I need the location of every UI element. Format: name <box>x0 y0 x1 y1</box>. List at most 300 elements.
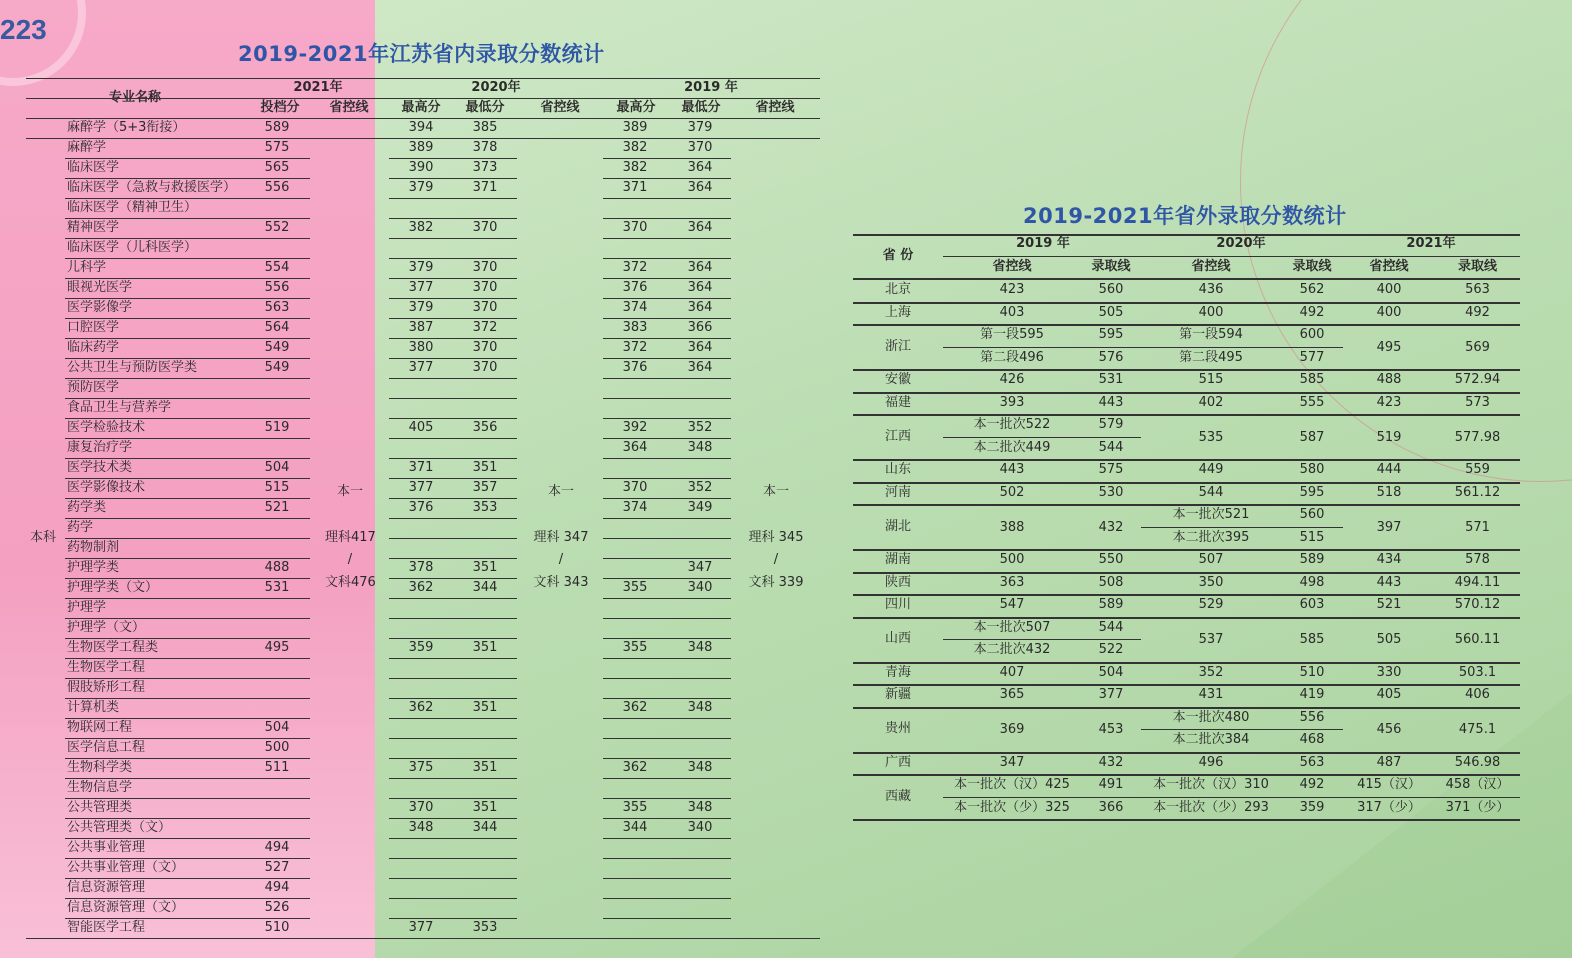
min-2019: 348 <box>687 440 713 455</box>
score-value: 522 <box>1098 642 1124 657</box>
min-2020 <box>464 858 506 878</box>
min-2019 <box>679 918 721 938</box>
max-2019: 374 <box>622 500 648 515</box>
subheader-2020: 省控线 <box>540 100 580 115</box>
score-2021: 526 <box>264 900 290 915</box>
min-2020 <box>464 238 506 258</box>
score-value: 537 <box>1198 632 1224 647</box>
score-value: 436 <box>1198 282 1224 297</box>
max-2019: 392 <box>622 420 648 435</box>
min-2020: 351 <box>472 760 498 775</box>
score-2021: 504 <box>264 460 290 475</box>
score-2021: 510 <box>264 920 290 935</box>
score-value: 本一批次480 <box>1172 709 1250 725</box>
max-2020: 377 <box>408 360 434 375</box>
max-2020 <box>400 898 442 918</box>
score-value: 579 <box>1098 417 1124 432</box>
subheader-admit: 录取线 <box>1457 259 1497 274</box>
table-rule <box>26 938 820 939</box>
max-2020 <box>400 878 442 898</box>
score-value: 402 <box>1198 394 1224 410</box>
max-2020: 377 <box>408 280 434 295</box>
score-value: 580 <box>1299 462 1325 477</box>
score-value: 521 <box>1376 597 1402 612</box>
score-value: 317（少） <box>1357 799 1421 815</box>
score-2021 <box>258 798 296 818</box>
score-2021 <box>258 678 296 698</box>
min-2020 <box>464 438 506 458</box>
min-2019: 364 <box>687 180 713 195</box>
score-value: 330 <box>1376 664 1402 680</box>
score-value: 589 <box>1299 552 1325 567</box>
table-rule <box>943 797 1141 798</box>
score-value: 569 <box>1465 339 1490 355</box>
score-2021: 563 <box>264 300 290 315</box>
max-2020: 375 <box>408 760 434 775</box>
max-2020: 359 <box>408 640 434 655</box>
min-2020 <box>464 198 506 218</box>
min-2020: 370 <box>472 260 498 275</box>
score-value: 570.12 <box>1454 597 1501 612</box>
score-value: 576 <box>1098 349 1124 365</box>
score-value: 366 <box>1098 799 1124 815</box>
max-2020: 362 <box>408 580 434 595</box>
min-2019 <box>679 738 721 758</box>
subheader-2021: 省控线 <box>329 100 369 115</box>
score-value: 571 <box>1465 519 1490 535</box>
score-2021: 554 <box>264 260 290 275</box>
min-2019: 349 <box>687 500 713 515</box>
max-2019 <box>614 738 656 758</box>
score-value: 550 <box>1098 552 1124 567</box>
province-name: 贵州 <box>884 721 911 736</box>
score-value: 492 <box>1299 777 1325 792</box>
control-line-2020: 理科 347 <box>533 530 589 545</box>
min-2020: 353 <box>472 500 498 515</box>
score-2021: 519 <box>264 420 290 435</box>
header-2019: 2019 年 <box>684 80 738 95</box>
max-2019 <box>614 598 656 618</box>
major-name: 药学 <box>67 520 94 535</box>
max-2019: 382 <box>622 140 648 155</box>
score-value: 432 <box>1098 754 1124 770</box>
score-value: 555 <box>1299 394 1325 410</box>
score-value: 本一批次（汉）310 <box>1153 777 1269 792</box>
score-2021: 521 <box>264 500 290 515</box>
table-rule <box>943 347 1141 348</box>
score-2021: 556 <box>264 280 290 295</box>
max-2019 <box>614 518 656 538</box>
score-value: 544 <box>1098 619 1124 635</box>
max-2020: 362 <box>408 700 434 715</box>
min-2019: 370 <box>687 140 713 155</box>
max-2020 <box>400 658 442 678</box>
min-2020 <box>464 398 506 418</box>
max-2020 <box>400 718 442 738</box>
major-name: 医学影像技术 <box>67 480 146 495</box>
score-value: 491 <box>1098 777 1124 792</box>
major-name: 临床医学（急救与救援医学） <box>67 180 237 195</box>
min-2020 <box>464 538 506 558</box>
major-name: 生物医学工程 <box>67 660 146 675</box>
min-2020 <box>464 518 506 538</box>
score-value: 388 <box>999 519 1025 535</box>
max-2020: 382 <box>408 220 434 235</box>
min-2020 <box>464 678 506 698</box>
subheader-control: 省控线 <box>1369 259 1409 274</box>
pink-panel <box>0 0 375 958</box>
score-2021: 549 <box>264 340 290 355</box>
province-name: 新疆 <box>884 687 911 703</box>
score-2021: 552 <box>264 220 290 235</box>
score-2021 <box>258 598 296 618</box>
score-value: 359 <box>1299 799 1325 815</box>
score-value: 560.11 <box>1454 632 1501 647</box>
major-name: 药学类 <box>67 500 107 515</box>
score-value: 第一段595 <box>980 327 1044 342</box>
min-2019: 366 <box>687 320 713 335</box>
major-name: 医学检验技术 <box>67 420 146 435</box>
min-2020: 351 <box>472 640 498 655</box>
max-2019 <box>614 918 656 938</box>
major-name: 医学信息工程 <box>67 740 146 755</box>
subheader-control: 省控线 <box>992 259 1032 274</box>
min-2019: 364 <box>687 260 713 275</box>
max-2019: 364 <box>622 440 648 455</box>
min-2019 <box>679 898 721 918</box>
score-value: 365 <box>999 687 1025 702</box>
max-2019 <box>614 658 656 678</box>
min-2020: 371 <box>472 180 498 195</box>
major-name: 临床药学 <box>67 340 120 355</box>
min-2019: 348 <box>687 640 713 655</box>
score-2021: 549 <box>264 360 290 375</box>
min-2019 <box>679 858 721 878</box>
subheader-admit: 录取线 <box>1292 259 1332 274</box>
max-2019: 344 <box>622 820 648 835</box>
score-value: 589 <box>1098 597 1124 612</box>
min-2019: 352 <box>687 420 713 435</box>
province-name: 安徽 <box>884 372 911 388</box>
min-2019: 340 <box>687 820 713 835</box>
score-value: 560 <box>1299 507 1325 522</box>
max-2019 <box>614 838 656 858</box>
score-value: 496 <box>1198 754 1224 770</box>
max-2020 <box>400 598 442 618</box>
score-2021: 500 <box>264 740 290 755</box>
score-value: 505 <box>1098 304 1124 320</box>
max-2020 <box>400 438 442 458</box>
score-2021: 494 <box>264 880 290 895</box>
score-value: 561.12 <box>1454 484 1501 500</box>
max-2019 <box>614 238 656 258</box>
province-name: 四川 <box>884 597 911 613</box>
table-rule <box>1141 527 1343 528</box>
score-value: 544 <box>1098 439 1124 455</box>
score-value: 529 <box>1198 597 1224 612</box>
table-rule <box>26 98 820 99</box>
max-2019: 370 <box>622 220 648 235</box>
min-2019: 364 <box>687 340 713 355</box>
province-name: 湖南 <box>884 552 911 568</box>
province-name: 上海 <box>884 304 911 320</box>
table-rule <box>853 819 1520 821</box>
min-2019: 348 <box>687 760 713 775</box>
table-rule <box>26 78 820 79</box>
province-name: 北京 <box>884 282 911 298</box>
score-2021: 527 <box>264 860 290 875</box>
score-value: 407 <box>999 664 1025 680</box>
major-name: 精神医学 <box>67 220 120 235</box>
max-2019: 372 <box>622 260 648 275</box>
min-2020: 344 <box>472 820 498 835</box>
major-name: 儿科学 <box>67 260 107 275</box>
score-value: 本一批次507 <box>973 619 1051 635</box>
table-rule <box>1141 797 1343 798</box>
header-major: 专业名称 <box>108 90 161 105</box>
major-name: 假肢矫形工程 <box>67 680 146 695</box>
score-value: 531 <box>1098 372 1124 387</box>
control-line-2021: 文科476 <box>325 575 376 590</box>
subheader-control: 省控线 <box>1191 259 1231 274</box>
score-value: 518 <box>1376 484 1402 500</box>
score-value: 423 <box>1376 394 1402 410</box>
min-2020: 344 <box>472 580 498 595</box>
major-name: 临床医学（儿科医学） <box>67 240 198 255</box>
score-2021 <box>258 778 296 798</box>
header-2020: 2020年 <box>1216 236 1266 251</box>
score-value: 505 <box>1376 632 1402 647</box>
header-2021: 2021年 <box>293 80 343 95</box>
score-value: 443 <box>1098 394 1124 410</box>
score-2021 <box>258 698 296 718</box>
score-2021: 488 <box>264 560 290 575</box>
score-value: 426 <box>999 372 1025 387</box>
score-2021: 515 <box>264 480 290 495</box>
score-value: 443 <box>999 462 1025 477</box>
score-value: 397 <box>1376 519 1402 535</box>
score-value: 502 <box>999 484 1025 500</box>
max-2020 <box>400 618 442 638</box>
max-2019: 383 <box>622 320 648 335</box>
score-value: 本二批次432 <box>973 642 1051 657</box>
max-2019: 370 <box>622 480 648 495</box>
min-2019: 364 <box>687 300 713 315</box>
major-name: 康复治疗学 <box>67 440 133 455</box>
min-2020: 356 <box>472 420 498 435</box>
min-2020: 370 <box>472 280 498 295</box>
min-2019 <box>679 618 721 638</box>
min-2020: 351 <box>472 560 498 575</box>
table-rule <box>943 256 1520 257</box>
outer-table-title: 2019-2021年省外录取分数统计 <box>1023 204 1347 228</box>
score-value: 500 <box>999 552 1025 567</box>
min-2020 <box>464 878 506 898</box>
min-2019 <box>679 838 721 858</box>
score-value: 第二段495 <box>1179 349 1243 365</box>
min-2020 <box>464 838 506 858</box>
control-line-2019: / <box>773 552 779 567</box>
score-value: 544 <box>1198 484 1224 500</box>
min-2020: 370 <box>472 300 498 315</box>
max-2020 <box>400 398 442 418</box>
score-value: 403 <box>999 304 1025 320</box>
score-2021: 494 <box>264 840 290 855</box>
score-value: 458（汉） <box>1445 777 1510 792</box>
max-2019: 362 <box>622 700 648 715</box>
score-2021 <box>258 538 296 558</box>
major-name: 医学技术类 <box>67 460 133 475</box>
max-2019 <box>614 898 656 918</box>
score-value: 本一批次521 <box>1172 507 1250 522</box>
min-2019: 379 <box>687 120 713 135</box>
max-2020: 394 <box>408 120 434 135</box>
subheader-admit: 录取线 <box>1091 259 1131 274</box>
major-name: 智能医学工程 <box>67 920 146 935</box>
major-name: 公共管理类 <box>67 800 133 815</box>
score-value: 510 <box>1299 664 1325 680</box>
province-name: 山东 <box>884 462 911 478</box>
score-value: 本二批次449 <box>973 439 1051 455</box>
max-2019 <box>614 858 656 878</box>
score-2021 <box>258 518 296 538</box>
score-value: 434 <box>1376 552 1402 567</box>
max-2020: 348 <box>408 820 434 835</box>
max-2019 <box>614 878 656 898</box>
score-value: 第二段496 <box>980 349 1044 365</box>
province-name: 陕西 <box>884 574 911 590</box>
control-line-2019: 文科 339 <box>748 575 804 590</box>
score-value: 本一批次（少）325 <box>954 799 1070 815</box>
control-line-2020: 本一 <box>547 484 574 499</box>
min-2019 <box>679 378 721 398</box>
max-2020 <box>400 518 442 538</box>
major-name: 护理学 <box>67 600 107 615</box>
min-2019 <box>679 458 721 478</box>
header-2019: 2019 年 <box>1016 236 1070 251</box>
min-2020: 353 <box>472 920 498 935</box>
max-2020: 390 <box>408 160 434 175</box>
max-2020 <box>400 778 442 798</box>
score-value: 456 <box>1376 722 1402 737</box>
score-value: 573 <box>1465 394 1490 410</box>
max-2019: 371 <box>622 180 648 195</box>
control-line-2019: 本一 <box>762 484 789 499</box>
score-value: 431 <box>1198 687 1224 702</box>
score-value: 575 <box>1098 462 1124 477</box>
max-2019 <box>614 558 656 578</box>
max-2019: 376 <box>622 280 648 295</box>
score-value: 577 <box>1299 349 1325 365</box>
score-value: 504 <box>1098 664 1124 680</box>
score-value: 492 <box>1465 304 1490 320</box>
score-value: 519 <box>1376 429 1402 445</box>
min-2019 <box>679 658 721 678</box>
max-2020: 377 <box>408 480 434 495</box>
max-2020: 371 <box>408 460 434 475</box>
max-2020 <box>400 738 442 758</box>
province-name: 河南 <box>884 484 911 500</box>
major-name: 临床医学 <box>67 160 120 175</box>
score-value: 515 <box>1198 372 1224 387</box>
header-province: 省 份 <box>882 248 914 263</box>
score-value: 585 <box>1299 632 1325 647</box>
score-value: 377 <box>1098 687 1124 702</box>
score-value: 400 <box>1198 304 1224 320</box>
score-value: 600 <box>1299 327 1325 342</box>
page-number: 223 <box>0 14 47 45</box>
control-line-2021: 本一 <box>336 484 363 499</box>
min-2019 <box>679 538 721 558</box>
min-2019: 364 <box>687 220 713 235</box>
score-2021 <box>258 198 296 218</box>
min-2019 <box>679 598 721 618</box>
score-2021: 556 <box>264 180 290 195</box>
max-2019: 355 <box>622 640 648 655</box>
min-2019: 364 <box>687 280 713 295</box>
min-2019 <box>679 778 721 798</box>
min-2020 <box>464 738 506 758</box>
min-2020 <box>464 898 506 918</box>
score-value: 562 <box>1299 282 1325 297</box>
score-value: 595 <box>1299 484 1325 500</box>
min-2019: 352 <box>687 480 713 495</box>
min-2019 <box>679 518 721 538</box>
major-name: 生物医学工程类 <box>67 640 159 655</box>
province-name: 江西 <box>884 428 911 444</box>
province-name: 广西 <box>884 754 911 770</box>
score-value: 415（汉） <box>1357 777 1421 792</box>
subheader-2019: 省控线 <box>755 100 795 115</box>
major-name: 眼视光医学 <box>67 280 133 295</box>
major-name: 公共卫生与预防医学类 <box>67 360 198 375</box>
major-name: 信息资源管理（文） <box>67 900 185 915</box>
score-value: 419 <box>1299 687 1325 702</box>
province-name: 西藏 <box>884 788 911 804</box>
score-2021: 531 <box>264 580 290 595</box>
score-value: 546.98 <box>1454 754 1501 770</box>
major-name: 护理学（文） <box>67 620 146 635</box>
score-value: 495 <box>1376 339 1402 355</box>
score-value: 371（少） <box>1445 799 1510 815</box>
max-2020 <box>400 858 442 878</box>
max-2020: 379 <box>408 260 434 275</box>
subheader-2019: 最低分 <box>681 100 721 115</box>
table-rule <box>853 234 1520 236</box>
score-value: 563 <box>1465 282 1490 297</box>
score-value: 587 <box>1299 429 1325 445</box>
min-2020: 385 <box>472 120 498 135</box>
score-2021 <box>258 238 296 258</box>
score-value: 347 <box>999 754 1025 770</box>
score-value: 400 <box>1376 282 1402 297</box>
score-value: 498 <box>1299 574 1325 590</box>
score-value: 595 <box>1098 327 1124 342</box>
subheader-2019: 最高分 <box>616 100 656 115</box>
min-2020 <box>464 618 506 638</box>
inner-table-title: 2019-2021年江苏省内录取分数统计 <box>238 42 605 66</box>
major-name: 药物制剂 <box>67 540 120 555</box>
major-name: 公共管理类（文） <box>67 820 172 835</box>
score-value: 432 <box>1098 519 1124 535</box>
score-value: 453 <box>1098 722 1124 737</box>
score-2021: 495 <box>264 640 290 655</box>
table-rule <box>943 437 1141 438</box>
score-value: 603 <box>1299 597 1325 612</box>
major-name: 公共事业管理（文） <box>67 860 185 875</box>
score-value: 363 <box>999 574 1025 590</box>
max-2019 <box>614 378 656 398</box>
